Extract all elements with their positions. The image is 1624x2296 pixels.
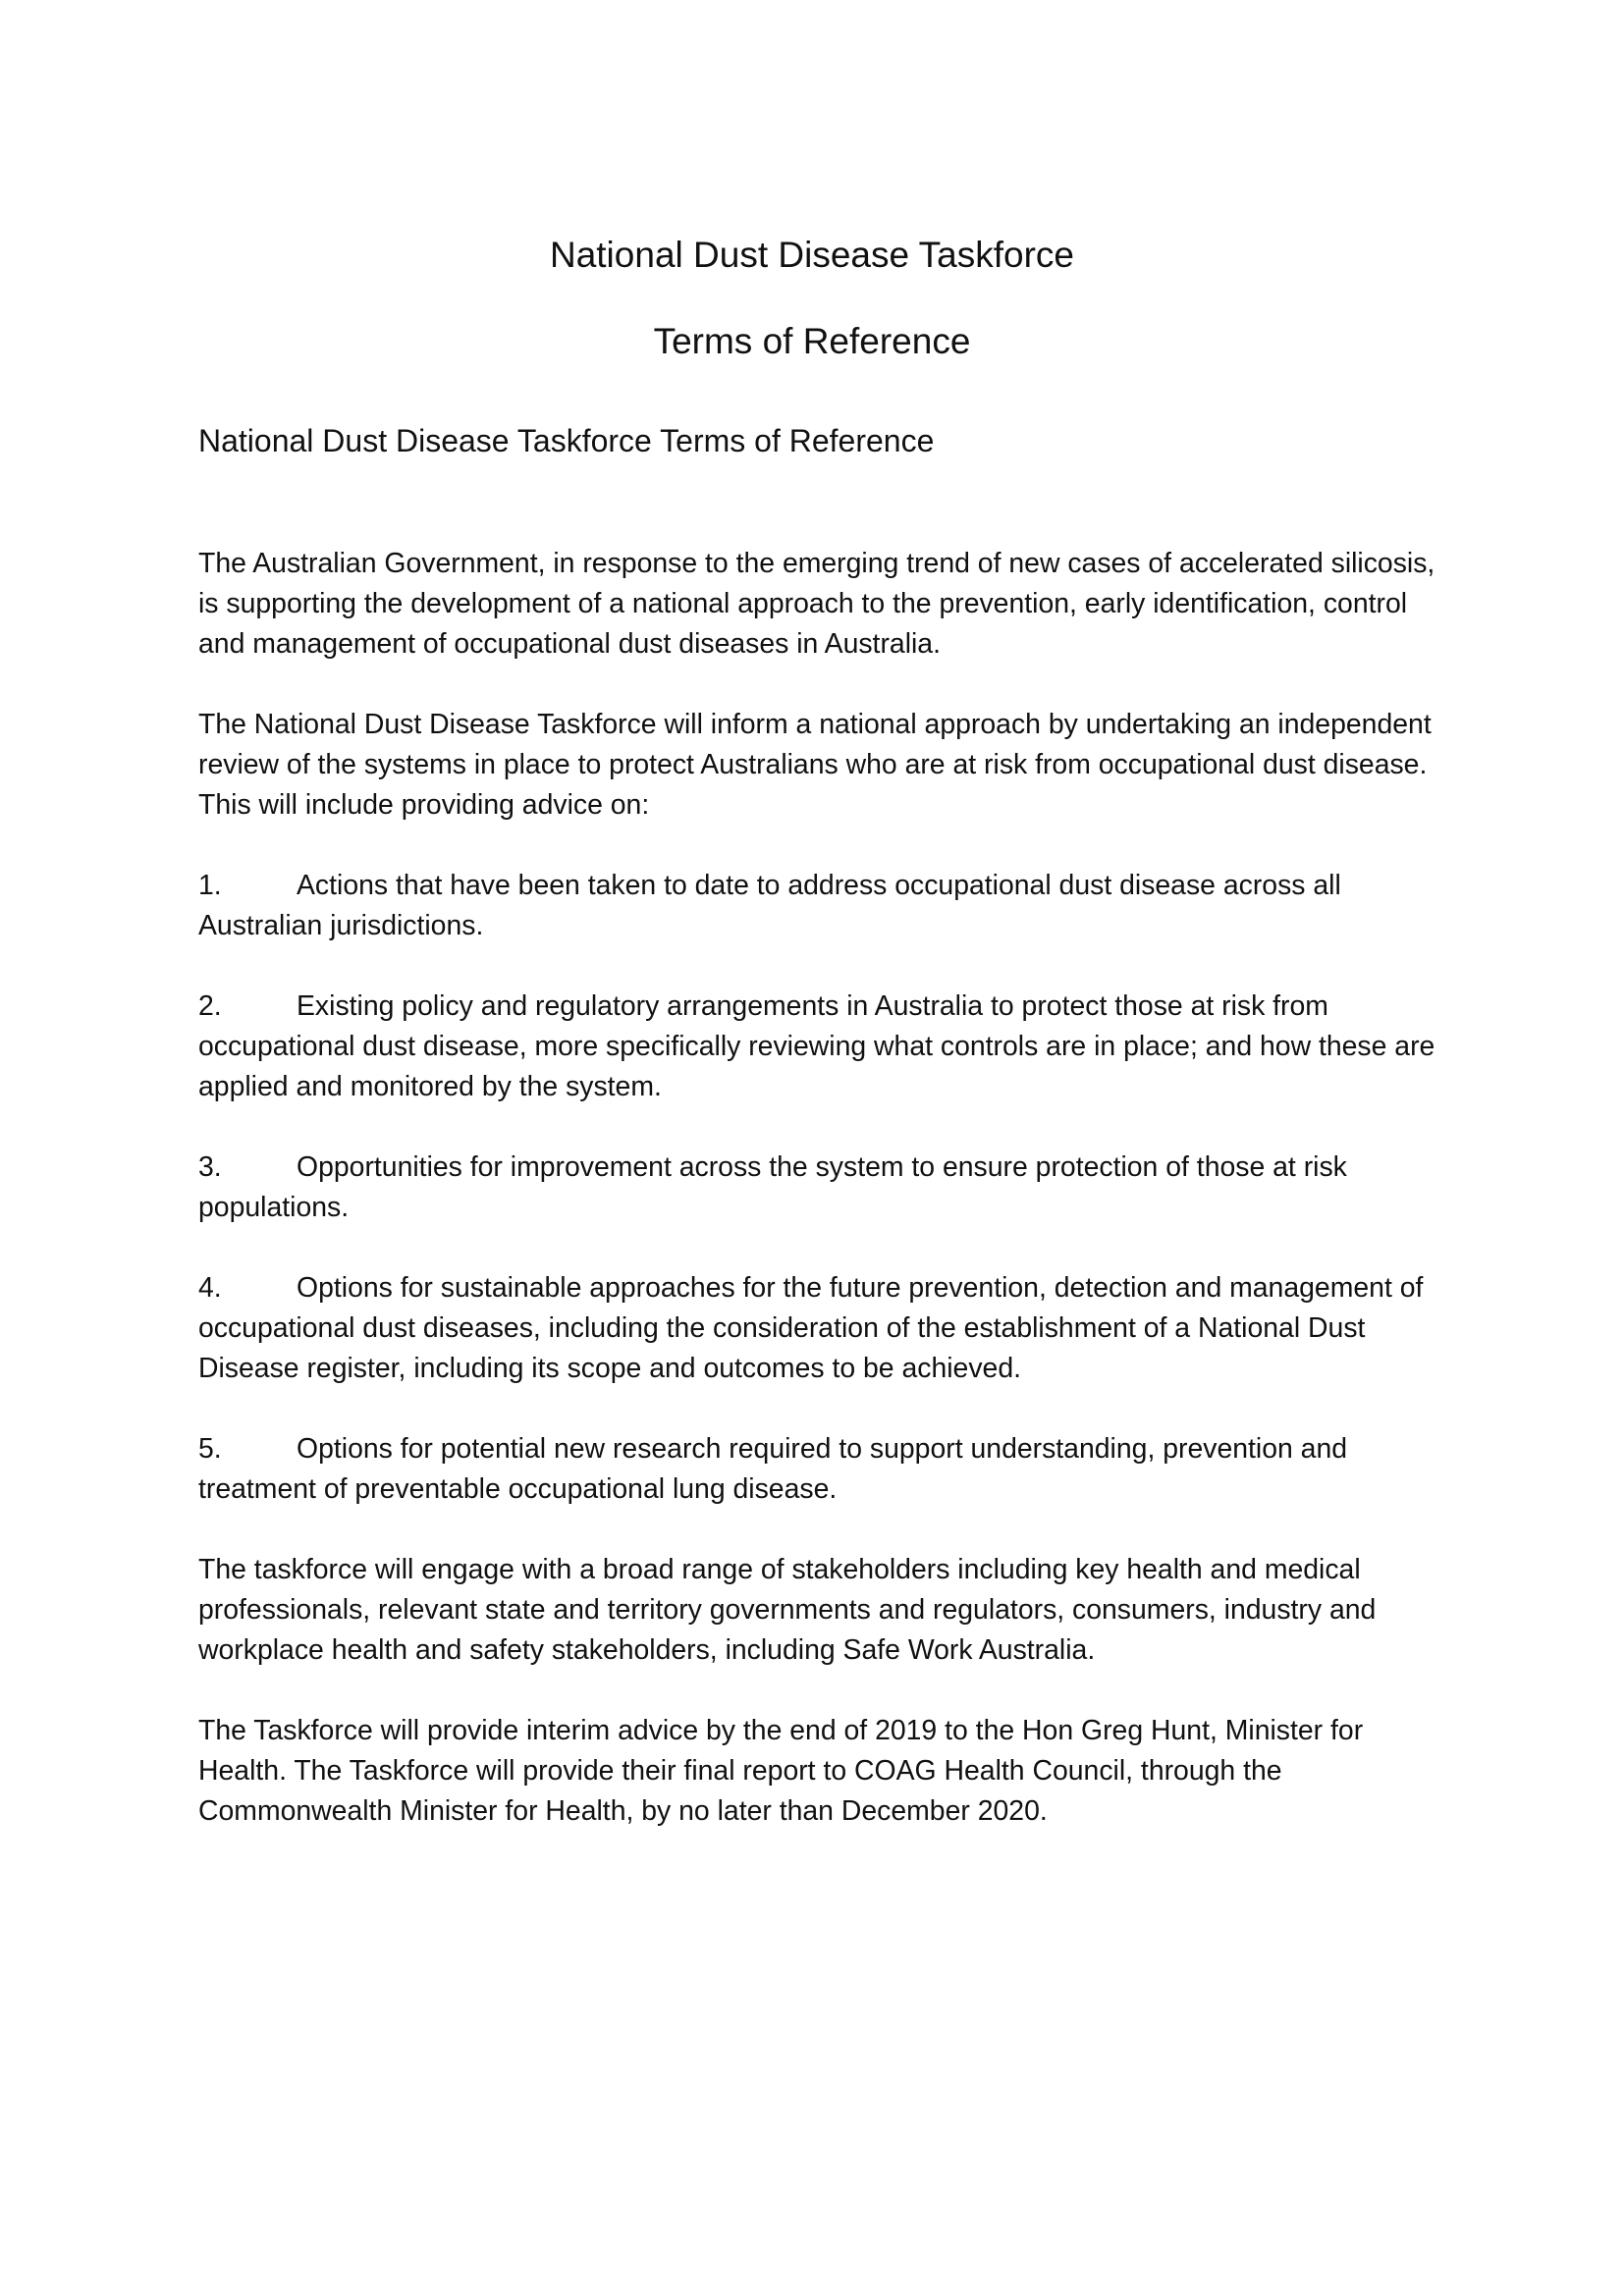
list-item [198, 1148, 1445, 1228]
list-item [198, 1268, 1445, 1389]
list-item-text: Options for sustainable approaches for the future prevention, detection and management of occupational dust diseases, including the consideration of the establishment of a National Dust Disease register, including its scope and outcomes to be achieved. [198, 1272, 1424, 1384]
list-item-number: 2. [198, 990, 222, 1022]
list-item [198, 1429, 1445, 1510]
list-item [198, 987, 1445, 1107]
list-item-text: Actions that have been taken to date to address occupational dust disease across all Australian jurisdictions. [198, 870, 1341, 941]
list-item-number: 3. [198, 1151, 222, 1183]
list-item-number: 1. [198, 870, 222, 901]
closing-paragraph: The Taskforce will provide interim advice by the end of 2019 to the Hon Greg Hunt, Minister for Health. The Taskforce will provide their final report to COAG Health Council, through the Commonwealth Minister for Health, by no later than December 2020. [198, 1715, 1364, 1827]
closing-paragraph: The taskforce will engage with a broad range of stakeholders including key health and medical professionals, relevant state and territory governments and regulators, consumers, industry and workplace health and safety stakeholders, including Safe Work Australia. [198, 1554, 1377, 1666]
list-item-text: Opportunities for improvement across the system to ensure protection of those at risk populations. [198, 1151, 1347, 1223]
intro-paragraph: The National Dust Disease Taskforce will inform a national approach by undertaking an independent review of the systems in place to protect Australians who are at risk from occupational dust disease. This will include providing advice on: [198, 709, 1432, 821]
document-subtitle: Terms of Reference [653, 321, 971, 361]
document-body [198, 544, 1445, 1872]
document-title: National Dust Disease Taskforce [549, 235, 1074, 275]
intro-paragraph: The Australian Government, in response to the emerging trend of new cases of accelerated silicosis, is supporting the development of a national approach to the prevention, early identification, control and management of occupational dust diseases in Australia. [198, 548, 1435, 660]
list-item-number: 5. [198, 1433, 222, 1465]
list-item-text: Existing policy and regulatory arrangements in Australia to protect those at risk from occupational dust disease, more specifically reviewing what controls are in place; and how these are applied and monitored by the system. [198, 990, 1435, 1102]
list-item-number: 4. [198, 1272, 222, 1304]
list-item [198, 866, 1445, 946]
section-heading: National Dust Disease Taskforce Terms of Reference [198, 423, 935, 458]
list-item-text: Options for potential new research required to support understanding, prevention and treatment of preventable occupational lung disease. [198, 1433, 1348, 1505]
